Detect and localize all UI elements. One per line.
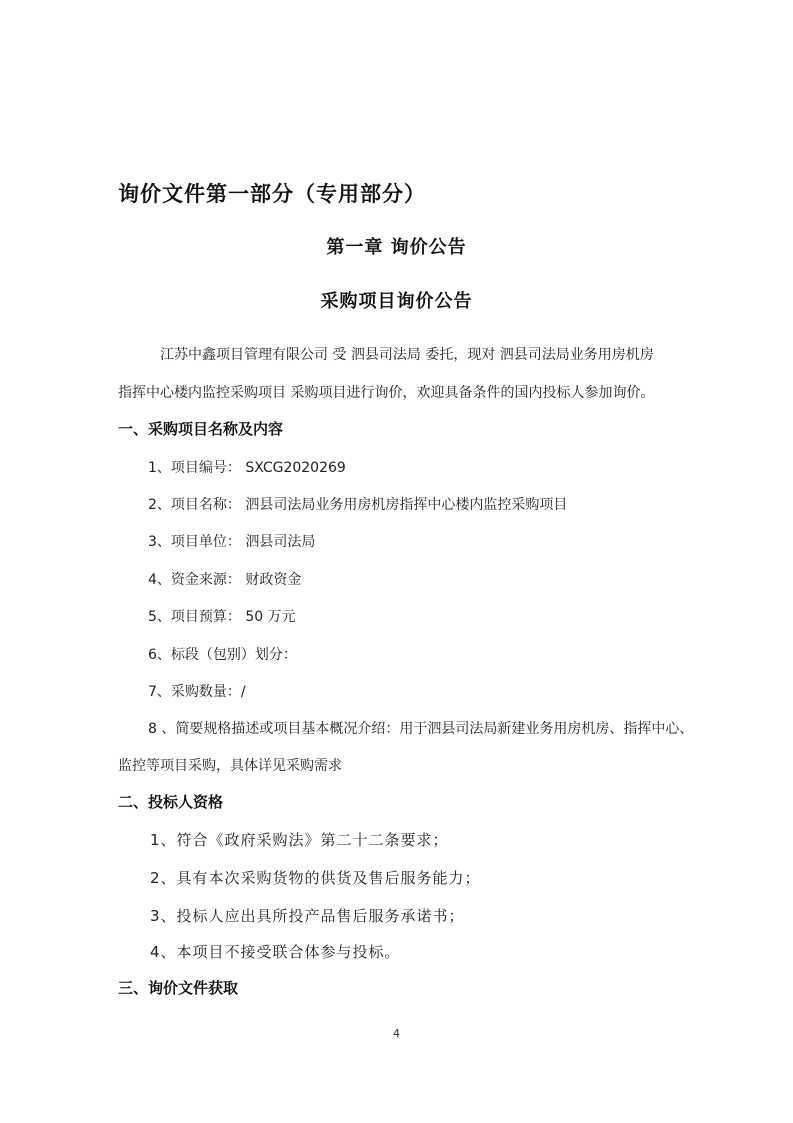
intro-line-1: 江苏中鑫项目管理有限公司 受 泗县司法局 委托，现对 泗县司法局业务用房机房 bbox=[160, 347, 654, 363]
chapter-title: 第一章 询价公告 bbox=[326, 237, 467, 258]
project-item-7: 7、采购数量：/ bbox=[148, 684, 246, 700]
project-item-6: 6、标段（包别）划分： bbox=[148, 647, 297, 663]
project-item-5: 5、项目预算： 50 万元 bbox=[148, 609, 296, 625]
qualification-item-2: 2、具有本次采购货物的供货及售后服务能力； bbox=[150, 869, 481, 887]
project-item-4: 4、资金来源： 财政资金 bbox=[148, 572, 302, 588]
notice-title: 采购项目询价公告 bbox=[320, 291, 473, 312]
section-2-heading: 二、投标人资格 bbox=[118, 793, 224, 811]
section-3-heading: 三、询价文件获取 bbox=[118, 979, 239, 997]
intro-line-2: 指挥中心楼内监控采购项目 采购项目进行询价，欢迎具备条件的国内投标人参加询价。 bbox=[118, 385, 655, 401]
project-item-1: 1、项目编号： SXCG2020269 bbox=[148, 460, 346, 476]
qualification-item-4: 4、本项目不接受联合体参与投标。 bbox=[150, 943, 401, 961]
project-item-2: 2、项目名称： 泗县司法局业务用房机房指挥中心楼内监控采购项目 bbox=[148, 497, 568, 513]
part-title: 询价文件第一部分（专用部分） bbox=[118, 182, 426, 206]
section-1-heading: 一、采购项目名称及内容 bbox=[118, 420, 284, 438]
qualification-item-1: 1、符合《政府采购法》第二十二条要求； bbox=[150, 831, 449, 849]
project-item-3: 3、项目单位： 泗县司法局 bbox=[148, 534, 316, 550]
qualification-item-3: 3、投标人应出具所投产品售后服务承诺书； bbox=[150, 907, 465, 925]
page-number: 4 bbox=[393, 1027, 400, 1040]
project-item-8-line-1: 8 、简要规格描述或项目基本概况介绍：用于泗县司法局新建业务用房机房、指挥中心、 bbox=[148, 721, 694, 737]
project-item-8-line-2: 监控等项目采购，具体详见采购需求 bbox=[118, 758, 342, 774]
